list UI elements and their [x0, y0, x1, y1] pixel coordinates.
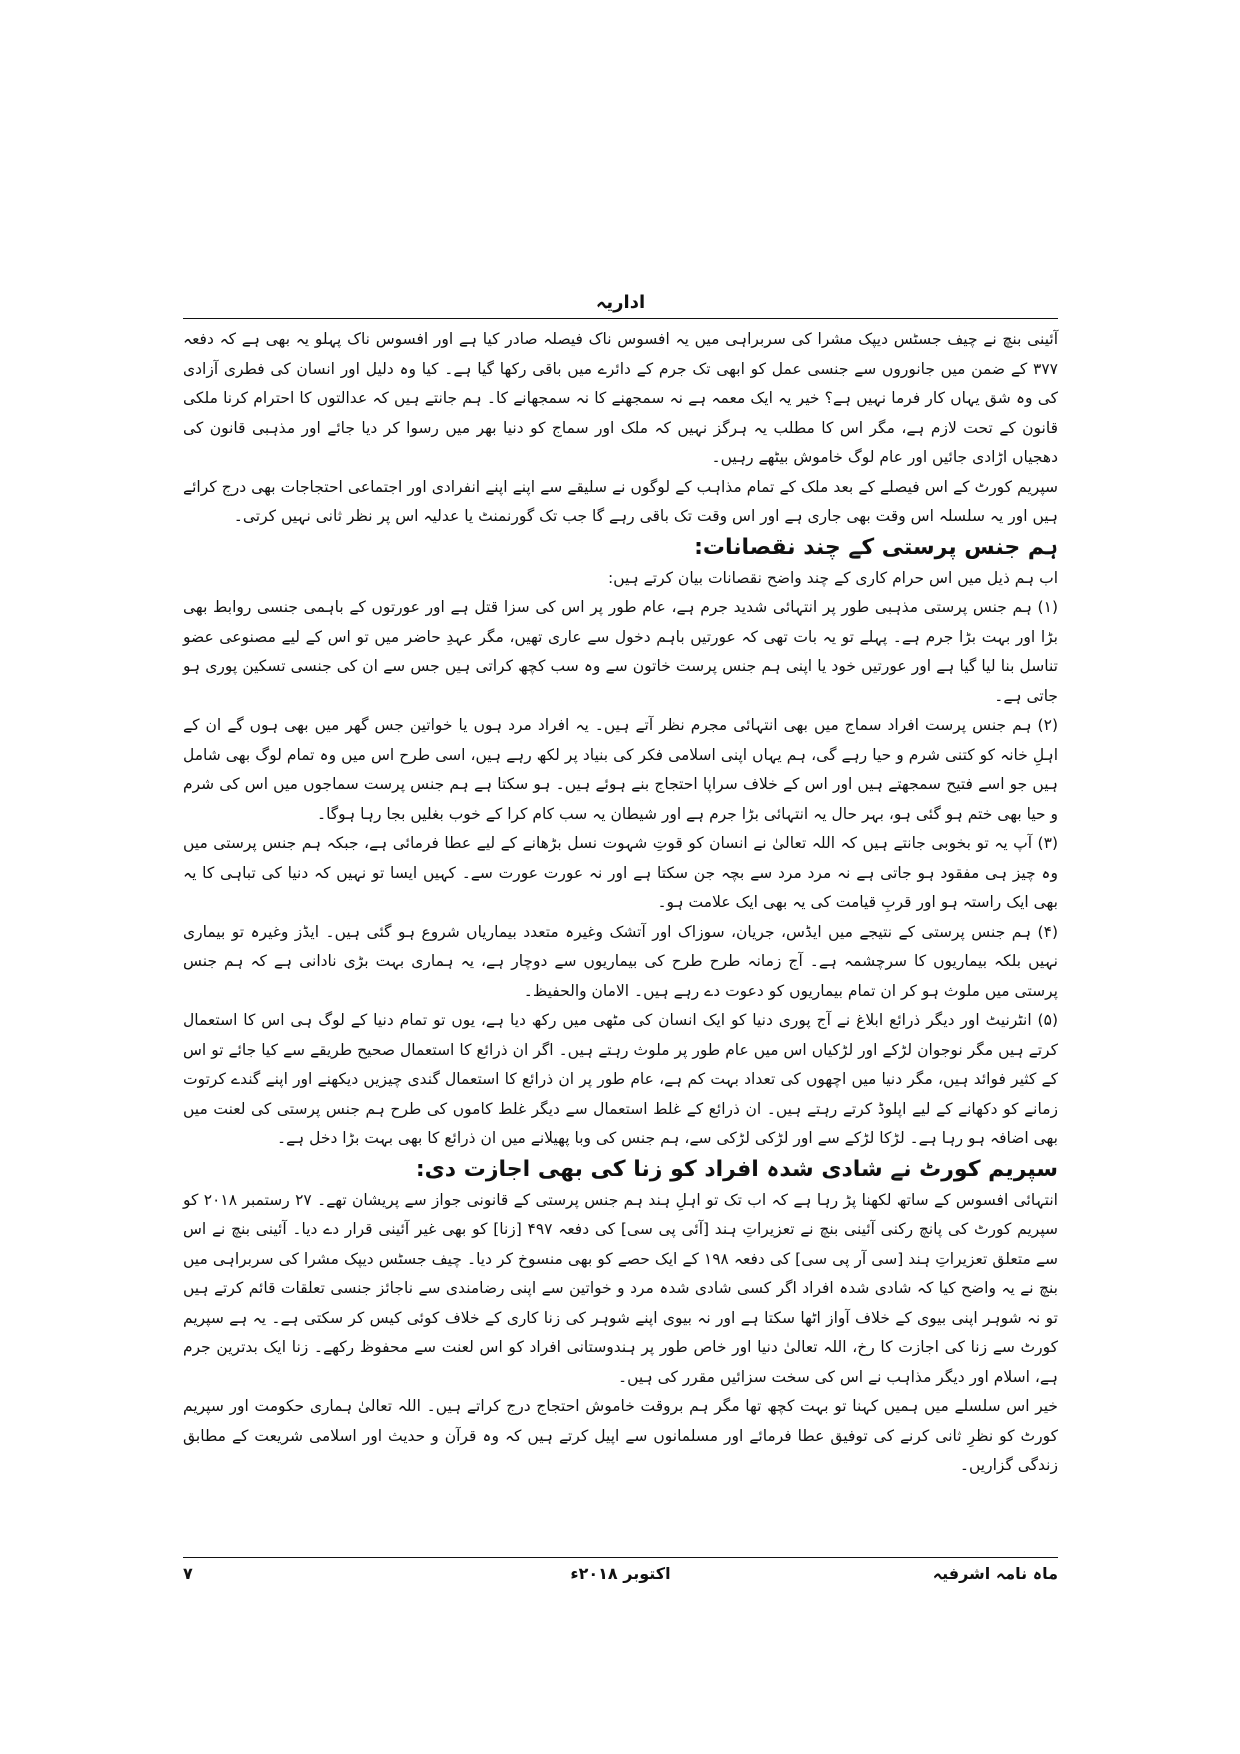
section2-paragraph-2: خیر اس سلسلے میں ہمیں کہنا تو بہت کچھ تھا مگر ہم بروقت خاموش احتجاج درج کراتے ہیں۔ اللہ تعالیٰ ہماری حکومت اور سپریم کورٹ کو نظرِ ثانی کرنے کی توفیق عطا فرمائے اور مسلمانوں سے اپیل کرتے ہیں کہ وہ قرآن و حدیث اور اسلامی شریعت کے مطابق زندگی گزاریں۔: [183, 1397, 1058, 1474]
section-heading-harms: ہم جنس پرستی کے چند نقصانات:: [694, 534, 1058, 560]
page-footer: [183, 1564, 1058, 1590]
page: [183, 292, 1058, 1592]
intro-paragraph-2: سپریم کورٹ کے اس فیصلے کے بعد ملک کے تمام مذاہب کے لوگوں نے سلیقے سے اپنے اپنے انفرادی اور اجتماعی احتجاجات بھی درج کرائے ہیں اور یہ سلسلہ اس وقت بھی جاری ہے اور اس وقت تک باقی رہے گا جب تک گورنمنٹ یا عدلیہ اس پر نظر ثانی نہیں کرتی۔: [183, 477, 1058, 525]
section1-paragraph-2: (۲) ہم جنس پرست افراد سماج میں بھی انتہائی مجرم نظر آتے ہیں۔ یہ افراد مرد ہوں یا خواتین جس گھر میں بھی ہوں گے ان کے اہلِ خانہ کو کتنی شرم و حیا رہے گی، ہم یہاں اپنی اسلامی فکر کی بنیاد پر لکھ رہے ہیں، اسی طرح اس میں وہ تمام لوگ بھی شامل ہیں جو اسے فتیح سمجھتے ہیں اور اس کے خلاف سراپا احتجاج بنے ہوئے ہیں۔ ہو سکتا ہے ہم جنس پرست سماجوں میں اس کی شرم و حیا بھی ختم ہو گئی ہو، بہر حال یہ انتہائی بڑا جرم ہے اور شیطان یہ سب کام کرا کے خوب بغلیں بجا رہا ہوگا۔: [183, 716, 1058, 823]
section-heading-supreme-court: سپریم کورٹ نے شادی شدہ افراد کو زنا کی بھی اجازت دی:: [415, 1156, 1058, 1182]
page-header-title: اداریہ: [595, 292, 646, 313]
section1-paragraph-3: (۳) آپ یہ تو بخوبی جانتے ہیں کہ اللہ تعالیٰ نے انسان کو قوتِ شہوت نسل بڑھانے کے لیے عطا فرمائی ہے، جبکہ ہم جنس پرستی میں وہ چیز ہی مفقود ہو جاتی ہے نہ مرد مرد سے بچہ جن سکتا ہے اور نہ عورت عورت سے۔ کہیں ایسا تو نہیں کہ دنیا کی تباہی کا یہ بھی ایک راستہ ہو اور قربِ قیامت کی یہ بھی ایک علامت ہو۔: [183, 834, 1058, 911]
section2-paragraph-1: انتہائی افسوس کے ساتھ لکھنا پڑ رہا ہے کہ اب تک تو اہلِ ہند ہم جنس پرستی کے قانونی جواز سے پریشان تھے۔ ۲۷ رستمبر ۲۰۱۸ کو سپریم کورٹ کی پانچ رکنی آئینی بنچ نے تعزیراتِ ہند [آئی پی سی] کی دفعہ ۴۹۷ [زنا] کو بھی غیر آئینی قرار دے دیا۔ آئینی بنچ نے اس سے متعلق تعزیراتِ ہند [سی آر پی سی] کی دفعہ ۱۹۸ کے ایک حصے کو بھی منسوخ کر دیا۔ چیف جسٹس دیپک مشرا کی سربراہی میں بنچ نے یہ واضح کیا کہ شادی شدہ افراد اگر کسی شادی شدہ مرد و خواتین سے اپنی رضامندی سے ناجائز جنسی تعلقات قائم کرتے ہیں تو نہ شوہر اپنی بیوی کے خلاف آواز اٹھا سکتا ہے اور نہ بیوی اپنے شوہر کی زنا کاری کے خلاف کوئی کیس کر سکتی ہے۔ یہ ہے سپریم کورٹ سے زنا کی اجازت کا رخ، اللہ تعالیٰ دنیا اور خاص طور پر ہندوستانی افراد کو اس لعنت سے محفوظ رکھے۔ زنا ایک بدترین جرم ہے، اسلام اور دیگر مذاہب نے اس کی سخت سزائیں مقرر کی ہیں۔: [183, 1190, 1058, 1386]
footer-issue-date: اکتوبر ۲۰۱۸ء: [570, 1564, 671, 1583]
section1-paragraph-5: (۵) انٹرنیٹ اور دیگر ذرائع ابلاغ نے آج پوری دنیا کو ایک انسان کی مٹھی میں رکھ دیا ہے، یوں تو تمام دنیا کے لوگ ہی اس کا استعمال کرتے ہیں مگر نوجوان لڑکے اور لڑکیاں اس میں عام طور پر ملوث رہتے ہیں۔ اگر ان ذرائع کا استعمال صحیح طریقے سے کیا جائے تو اس کے کثیر فوائد ہیں، مگر دنیا میں اچھوں کی تعداد بہت کم ہے، عام طور پر ان ذرائع کا استعمال گندی چیزیں دیکھنے اور اپنے گندے کرتوت زمانے کو دکھانے کے لیے اپلوڈ کرتے رہتے ہیں۔ ان ذرائع کے غلط استعمال سے دیگر غلط کاموں کی طرح ہم جنس پرستی کی لعنت میں بھی اضافہ ہو رہا ہے۔ لڑکا لڑکے سے اور لڑکی لڑکی سے، ہم جنس کی وبا پھیلانے میں ان ذرائع کا بھی بہت بڑا دخل ہے۔: [183, 1011, 1058, 1147]
footer-page-number: ۷: [183, 1564, 193, 1583]
footer-magazine-name: ماہ نامہ اشرفیہ: [932, 1564, 1058, 1583]
header-rule: [183, 318, 1058, 319]
article-body: [183, 325, 1058, 1481]
section1-paragraph-intro: اب ہم ذیل میں اس حرام کاری کے چند واضح نقصانات بیان کرتے ہیں:: [607, 568, 1058, 587]
section1-paragraph-4: (۴) ہم جنس پرستی کے نتیجے میں ایڈس، جریان، سوزاک اور آتشک وغیرہ متعدد بیماریاں شروع ہو گئی ہیں۔ ایڈز وغیرہ تو بیماری نہیں بلکہ بیماریوں کا سرچشمہ ہے۔ آج زمانہ طرح طرح کی بیماریوں سے دوچار ہے، یہ ہماری بہت بڑی نادانی ہے کہ ہم جنس پرستی میں ملوث ہو کر ان تمام بیماریوں کو دعوت دے رہے ہیں۔ الامان والحفیظ۔: [183, 922, 1058, 1000]
section1-paragraph-1: (۱) ہم جنس پرستی مذہبی طور پر انتہائی شدید جرم ہے، عام طور پر اس کی سزا قتل ہے اور عورتوں کے باہمی جنسی روابط بھی بڑا اور بہت بڑا جرم ہے۔ پہلے تو یہ بات تھی کہ عورتیں باہم دخول سے عاری تھیں، مگر عہدِ حاضر میں تو اس کے لیے مصنوعی عضو تناسل بنا لیا گیا ہے اور عورتیں خود یا اپنی ہم جنس پرست خاتون سے وہ سب کچھ کراتی ہیں جس سے ان کی جنسی تسکین پوری ہو جاتی ہے۔: [183, 598, 1058, 705]
footer-rule: [183, 1557, 1058, 1558]
intro-paragraph-1: آئینی بنچ نے چیف جسٹس دیپک مشرا کی سربراہی میں یہ افسوس ناک فیصلہ صادر کیا ہے اور افسوس ناک پہلو یہ بھی ہے کہ دفعہ ۳۷۷ کے ضمن میں جانوروں سے جنسی عمل کو ابھی تک جرم کے دائرے میں باقی رکھا گیا ہے۔ کیا وہ دلیل اور انسان کی فطری آزادی کی وہ شق یہاں کار فرما نہیں ہے؟ خیر یہ ایک معمہ ہے نہ سمجھنے کا نہ سمجھانے کا۔ ہم جانتے ہیں کہ عدالتوں کا احترام کرنا ملکی قانون کے تحت لازم ہے، مگر اس کا مطلب یہ ہرگز نہیں کہ ملک اور سماج کو دنیا بھر میں رسوا کر دیا جائے اور مذہبی قانون کی دھجیاں اڑادی جائیں اور عام لوگ خاموش بیٹھے رہیں۔: [183, 330, 1058, 466]
